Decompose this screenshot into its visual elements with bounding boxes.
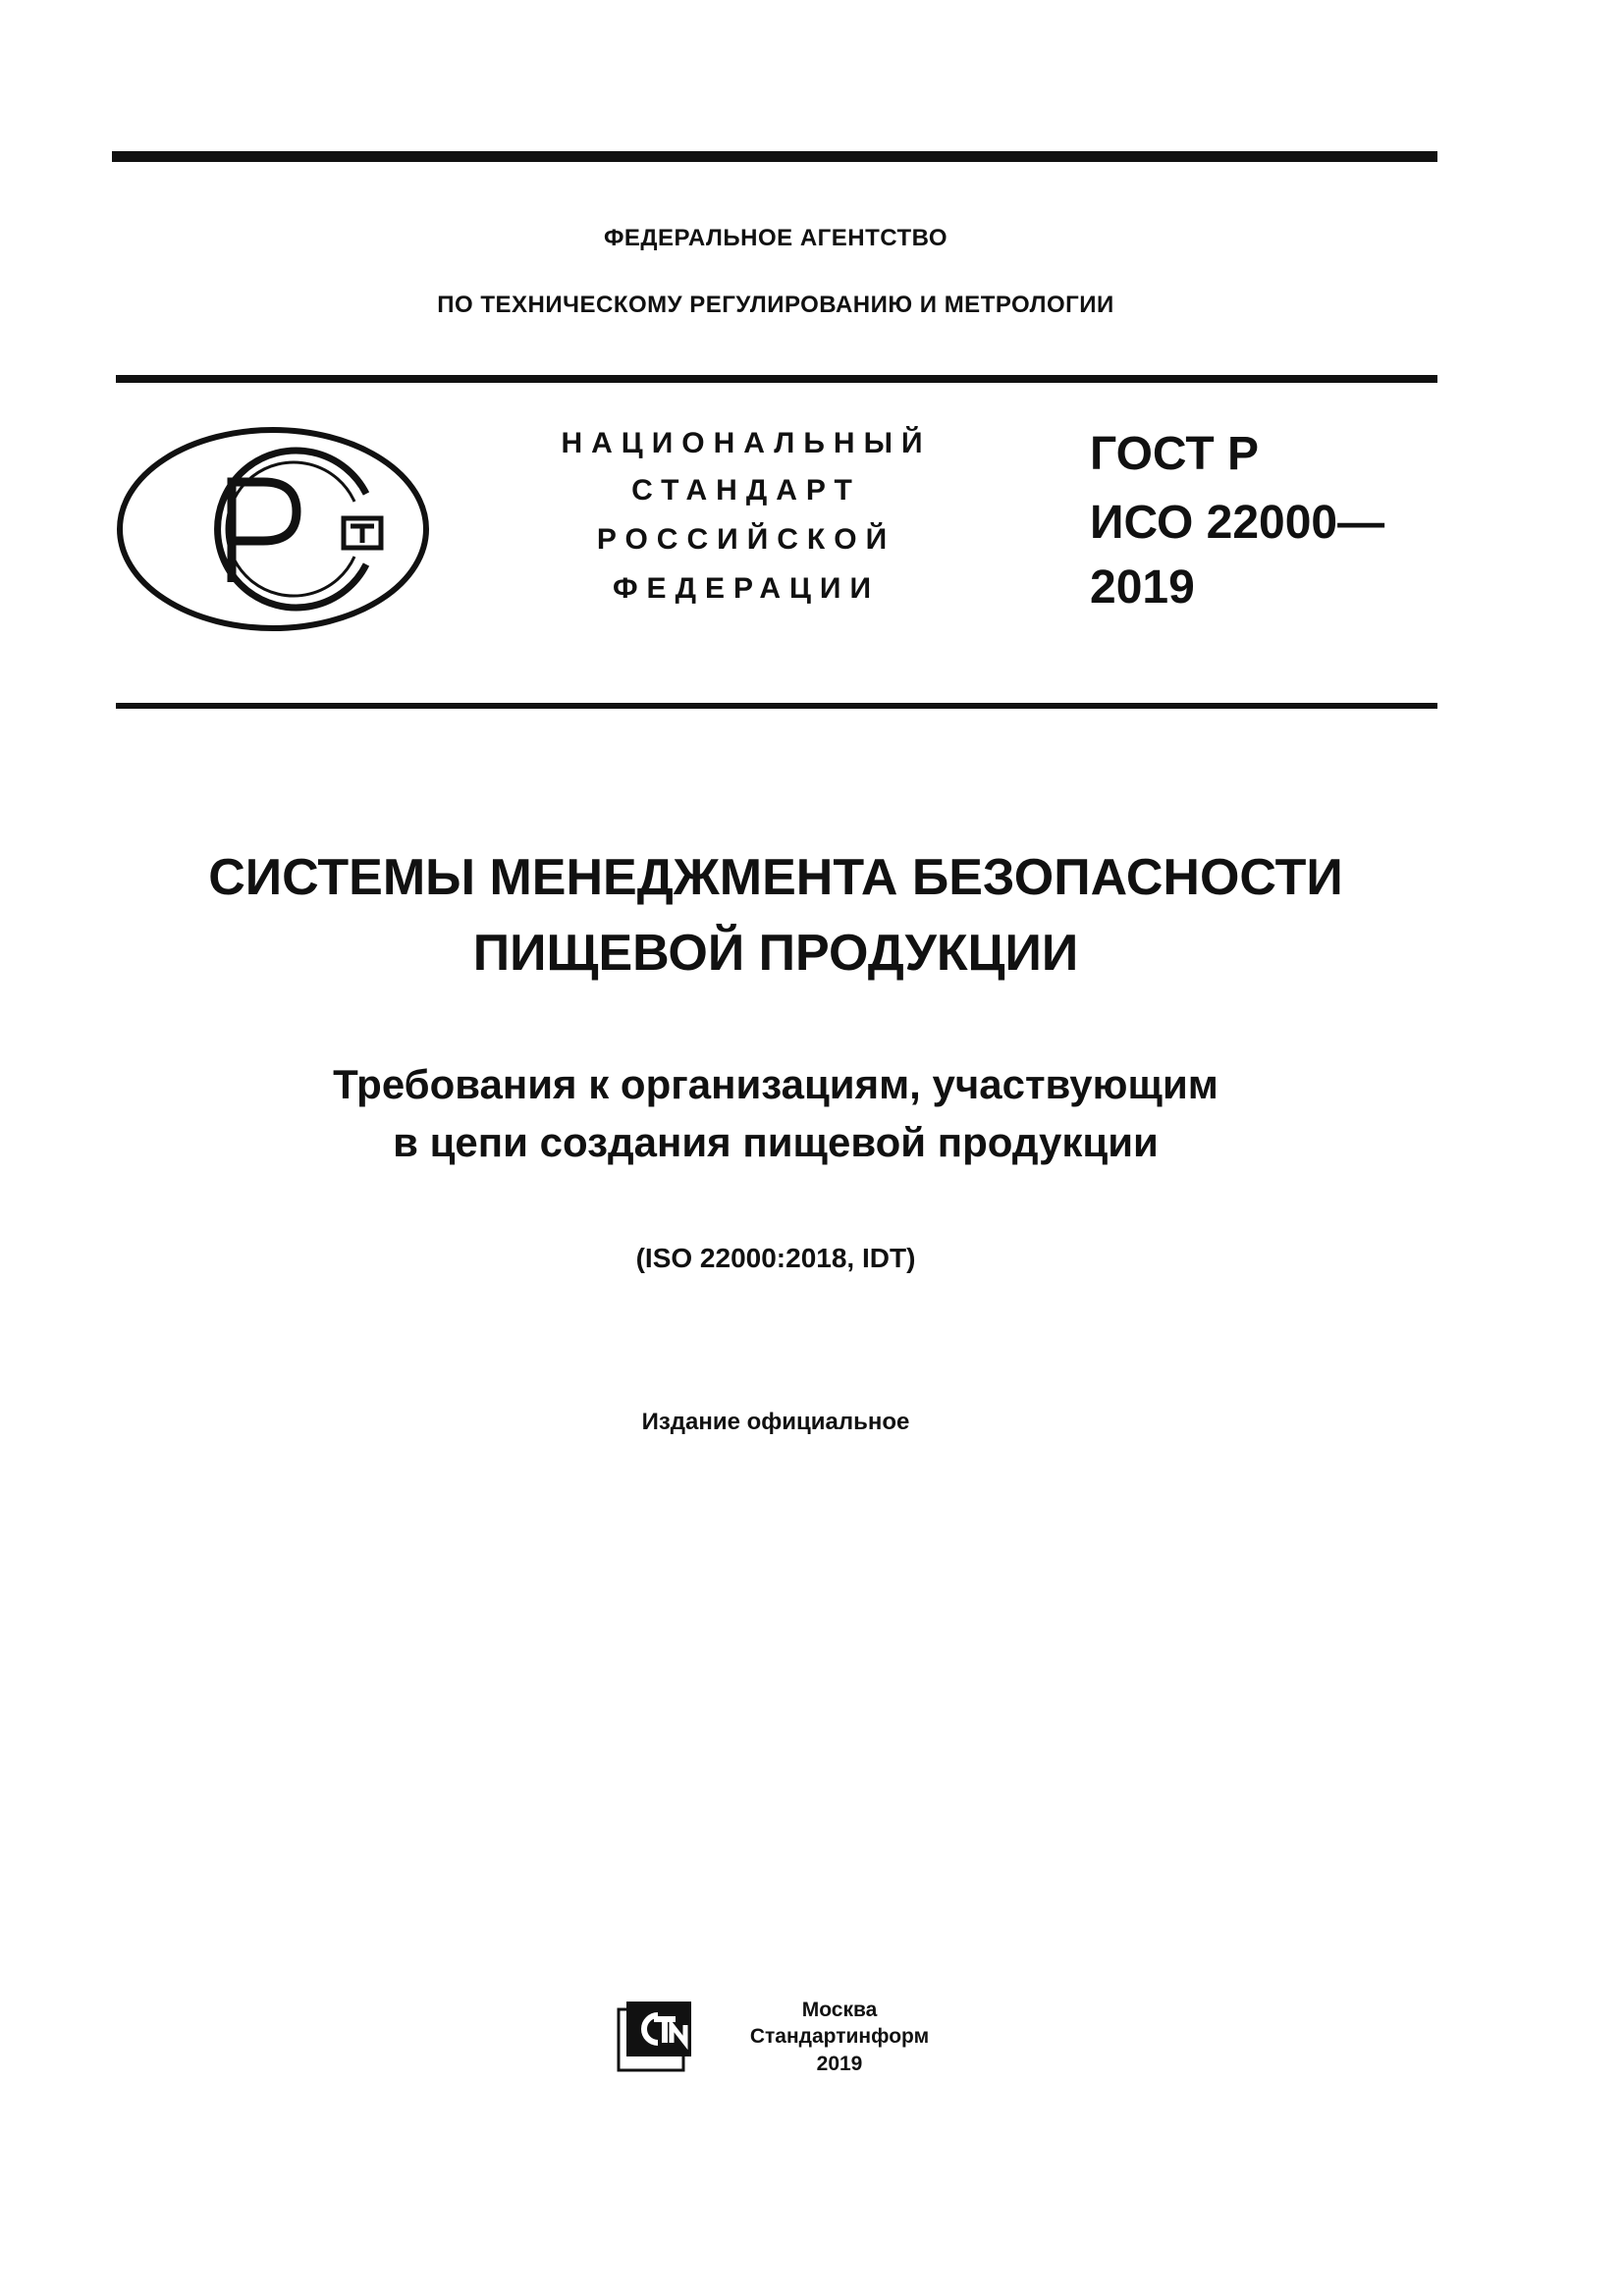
national-standard-line1: НАЦИОНАЛЬНЫЙ [561,427,932,459]
national-standard-line2: СТАНДАРТ [631,474,861,507]
standartinform-logo-icon [617,2000,711,2072]
publisher-name: Стандартинформ [749,2025,930,2048]
national-standard-line3: РОССИЙСКОЙ [596,523,896,556]
document-subtitle-line2: в цепи создания пищевой продукции [393,1119,1159,1165]
publisher-city: Москва [801,1999,878,2021]
edition-note: Издание официальное [641,1409,910,1435]
top-rule [112,151,1437,162]
standard-designation-line1: ГОСТ Р [1090,428,1260,480]
middle-rule [116,375,1437,383]
document-title-line2: ПИЩЕВОЙ ПРОДУКЦИИ [472,925,1079,982]
publisher-year: 2019 [816,2053,863,2075]
standard-designation-line3: 2019 [1090,561,1195,614]
national-standard-line4: ФЕДЕРАЦИИ [612,572,881,605]
document-subtitle-line1: Требования к организациям, участвующим [333,1061,1218,1107]
document-title-line1: СИСТЕМЫ МЕНЕДЖМЕНТА БЕЗОПАСНОСТИ [208,849,1343,906]
agency-name-line2: ПО ТЕХНИЧЕСКОМУ РЕГУЛИРОВАНИЮ И МЕТРОЛОГИИ [437,292,1114,318]
iso-reference: (ISO 22000:2018, IDT) [635,1243,916,1273]
agency-name-line1: ФЕДЕРАЛЬНОЕ АГЕНТСТВО [603,225,948,251]
standard-designation-line2: ИСО 22000— [1090,497,1385,549]
bottom-rule [116,703,1437,709]
rst-emblem-icon [116,425,432,633]
